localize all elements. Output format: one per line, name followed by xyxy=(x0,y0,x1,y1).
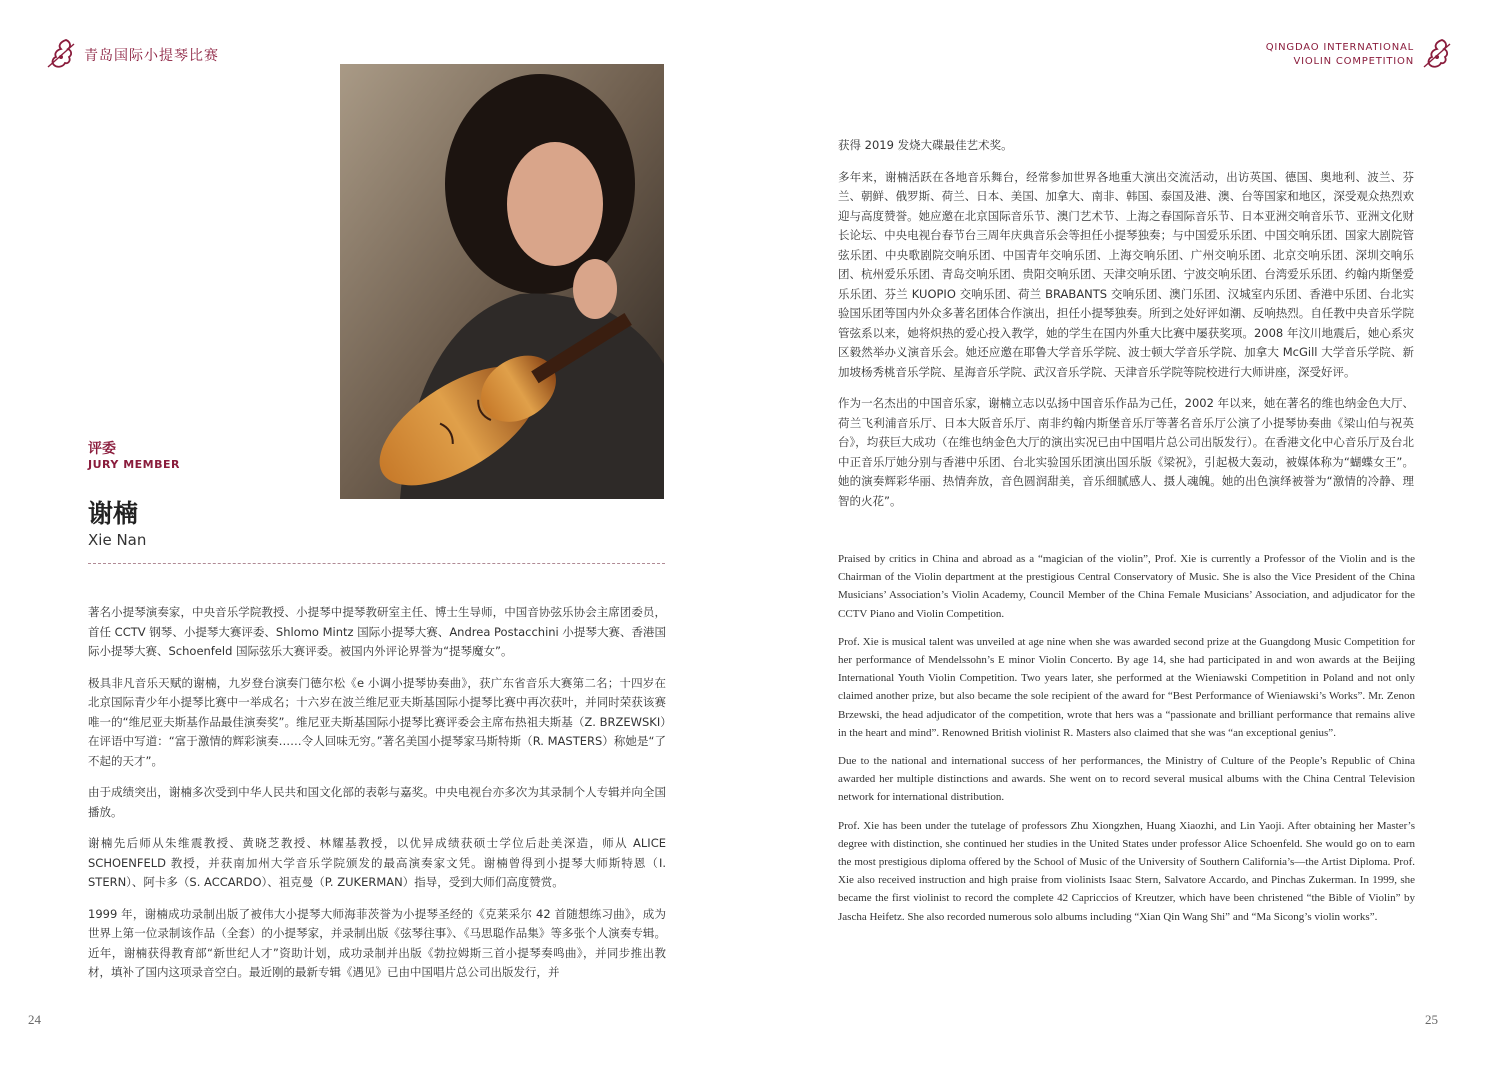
right-page xyxy=(750,0,1500,1065)
bio-paragraph-en: Due to the national and international success of her performances, the Ministry of Culture of the People’s Republic of China awarded her multiple distinctions and awards. She went on to record several musical albums with the China Central Television network for international distribution. xyxy=(838,755,1415,804)
bio-paragraph: 著名小提琴演奏家，中央音乐学院教授、小提琴中提琴教研室主任、博士生导师，中国音协弦乐协会主席团委员，首任 CCTV 钢琴、小提琴大赛评委、Shlomo Mintz 国际小提琴大赛、Andrea Postacchini 小提琴大赛、香港国际小提琴大赛、Schoenfeld 国际弦乐大赛评委。被国内外评论界誉为“提琴魔女”。 xyxy=(88,605,666,658)
bio-paragraph: 多年来，谢楠活跃在各地音乐舞台，经常参加世界各地重大演出交流活动，出访英国、德国、奥地利、波兰、芬兰、朝鲜、俄罗斯、荷兰、日本、美国、加拿大、南非、韩国、泰国及港、澳、台等国家和地区，深受观众热烈欢迎与高度赞誉。她应邀在北京国际音乐节、澳门艺术节、上海之春国际音乐节、日本亚洲交响音乐节、亚洲文化财长论坛、中央电视台春节台三周年庆典音乐会等担任小提琴独奏；与中国爱乐乐团、中国交响乐团、国家大剧院管弦乐团、中央歌剧院交响乐团、中国青年交响乐团、上海交响乐团、广州交响乐团、北京交响乐团、深圳交响乐团、杭州爱乐乐团、青岛交响乐团、贵阳交响乐团、天津交响乐团、宁波交响乐团、台湾爱乐乐团、约翰内斯堡爱乐乐团、芬兰 KUOPIO 交响乐团、荷兰 BRABANTS 交响乐团、澳门乐团、汉城室内乐团、香港中乐团、台北实验国乐团等国内外众多著名团体合作演出，担任小提琴独奏。所到之处好评如潮、反响热烈。自任教中央音乐学院管弦系以来，她将炽热的爱心投入教学，她的学生在国内外重大比赛中屡获奖项。2008 年汶川地震后，她心系灾区毅然举办义演音乐会。她还应邀在耶鲁大学音乐学院、波士顿大学音乐学院、加拿大 McGill 大学音乐学院、新加坡杨秀桃音乐学院、星海音乐学院、武汉音乐学院、天津音乐学院等院校进行大师讲座，深受好评。 xyxy=(838,169,1414,379)
bio-paragraph: 作为一名杰出的中国音乐家，谢楠立志以弘扬中国音乐作品为己任，2002 年以来，她在著名的维也纳金色大厅、荷兰飞利浦音乐厅、日本大阪音乐厅、南非约翰内斯堡音乐厅等著名音乐厅公演了小提琴协奏曲《梁山伯与祝英台》，均获巨大成功（在维也纳金色大厅的演出实况已由中国唱片总公司出版发行）。在香港文化中心音乐厅及台北中正音乐厅她分别与香港中乐团、台北实验国乐团演出国乐版《梁祝》，引起极大轰动，被媒体称为“蝴蝶女王”。她的演奏辉彩华丽、热情奔放，音色圆润甜美，音乐细腻感人、摄人魂魄。她的出色演绎被誉为“激情的冷静、理智的火花”。 xyxy=(838,396,1414,508)
right-biography-en xyxy=(838,550,1415,936)
jury-name-cn: 谢楠 xyxy=(88,499,139,528)
role-title-cn: 评委 xyxy=(88,441,116,457)
brand-title-en xyxy=(1266,41,1414,69)
section-divider xyxy=(88,563,665,564)
bio-paragraph: 谢楠先后师从朱维震教授、黄晓芝教授、林耀基教授，以优异成绩获硕士学位后赴美深造，师从 ALICE SCHOENFELD 教授，并获南加州大学音乐学院颁发的最高演奏家文凭。谢楠曾得到小提琴大师斯特恩（I. STERN）、阿卡多（S. ACCARDO）、祖克曼（P. ZUKERMAN）指导，受到大师们高度赞赏。 xyxy=(88,836,666,889)
bio-paragraph: 极具非凡音乐天赋的谢楠，九岁登台演奏门德尔松《e 小调小提琴协奏曲》，获广东省音乐大赛第二名；十四岁在北京国际青少年小提琴比赛中一举成名；十六岁在波兰维尼亚夫斯基国际小提琴比赛中再次获叶，并同时荣获该赛唯一的“维尼亚夫斯基作品最佳演奏奖”。维尼亚夫斯基国际小提琴比赛评委会主席布热祖夫斯基（Z. BRZEWSKI）在评语中写道：“富于激情的辉彩演奏……令人回味无穷。”著名美国小提琴家马斯特斯（R. MASTERS）称她是“了不起的天才”。 xyxy=(88,675,666,768)
page-number-right: 25 xyxy=(1425,1012,1438,1027)
bio-paragraph: 获得 2019 发烧大碟最佳艺术奖。 xyxy=(838,138,1013,152)
portrait-photo xyxy=(340,64,664,499)
page-number-left: 24 xyxy=(28,1012,41,1027)
bio-paragraph-en: Prof. Xie has been under the tutelage of professors Zhu Xiongzhen, Huang Xiaozhi, and Lin Yaoji. After obtaining her Master’s degree with distinction, she continued her studies in the United States under professor Alice Schoenfeld. She would go on to earn the most prestigious diploma offered by the School of Music of the University of Southern California’s—the Artist Diploma. Prof. Xie also received instruction and high praise from violinists Isaac Stern, Salvatore Accardo, and Pinchas Zukerman. In 1999, she became the first violinist to record the complete 42 Capriccios of Kreutzer, which have been christened “the Bible of Violin” by Jascha Heifetz. She also recorded numerous solo albums including “Xian Qin Wang Shi” and “Ma Sicong’s violin works”. xyxy=(838,819,1415,923)
jury-name-en: Xie Nan xyxy=(88,531,147,549)
bio-paragraph-en: Praised by critics in China and abroad as a “magician of the violin”, Prof. Xie is currently a Professor of the Violin and is the Chairman of the Violin department at the prestigious Central Conservatory of Music. She is also the Vice President of the China Musicians’ Association’s Violin Academy, Council Member of the China Female Musicians’ Association, and adjudicator for the CCTV Piano and Violin Competition. xyxy=(838,553,1415,620)
bio-paragraph-en: Prof. Xie is musical talent was unveiled at age nine when she was awarded second prize at the Guangdong Music Competition for her performance of Mendelssohn’s E minor Violin Concerto. By age 14, she had participated in and won awards at the Beijing International Youth Violin Competition. Two years later, she performed at the Wieniawski Competition in Poland and not only claimed another prize, but also became the sole recipient of the award for “Best Performance of Wieniawski’s Works”. Mr. Zenon Brzewski, the head adjudicator of the competition, wrote that hers was a “passionate and brilliant performance that remains alive in the heart and mind”. Renowned British violinist R. Masters also claimed that she was “an exceptional genius”. xyxy=(838,635,1415,739)
role-title-en: JURY MEMBER xyxy=(88,458,180,471)
brand-title-en-line2: VIOLIN COMPETITION xyxy=(1293,56,1414,67)
bio-paragraph: 1999 年，谢楠成功录制出版了被伟大小提琴大师海菲茨誉为小提琴圣经的《克莱采尔 42 首随想练习曲》，成为世界上第一位录制该作品（全套）的小提琴家，并录制出版《弦琴往事》、《马思聪作品集》等多张个人演奏专辑。近年，谢楠获得教育部“新世纪人才”资助计划，成功录制并出版《勃拉姆斯三首小提琴奏鸣曲》，并同步推出教材，填补了国内这项录音空白。最近刚的最新专辑《遇见》已由中国唱片总公司出版发行，并 xyxy=(88,906,666,979)
left-biography-cn xyxy=(88,603,666,995)
brand-title-cn: 青岛国际小提琴比赛 xyxy=(84,48,219,64)
bio-paragraph: 由于成绩突出，谢楠多次受到中华人民共和国文化部的表彰与嘉奖。中央电视台亦多次为其录制个人专辑并向全国播放。 xyxy=(88,785,666,819)
violin-logo-icon xyxy=(1420,36,1456,72)
brand-title-en-line1: QINGDAO INTERNATIONAL xyxy=(1265,42,1414,53)
right-biography-cn xyxy=(838,136,1414,523)
violin-logo-icon xyxy=(44,36,80,72)
